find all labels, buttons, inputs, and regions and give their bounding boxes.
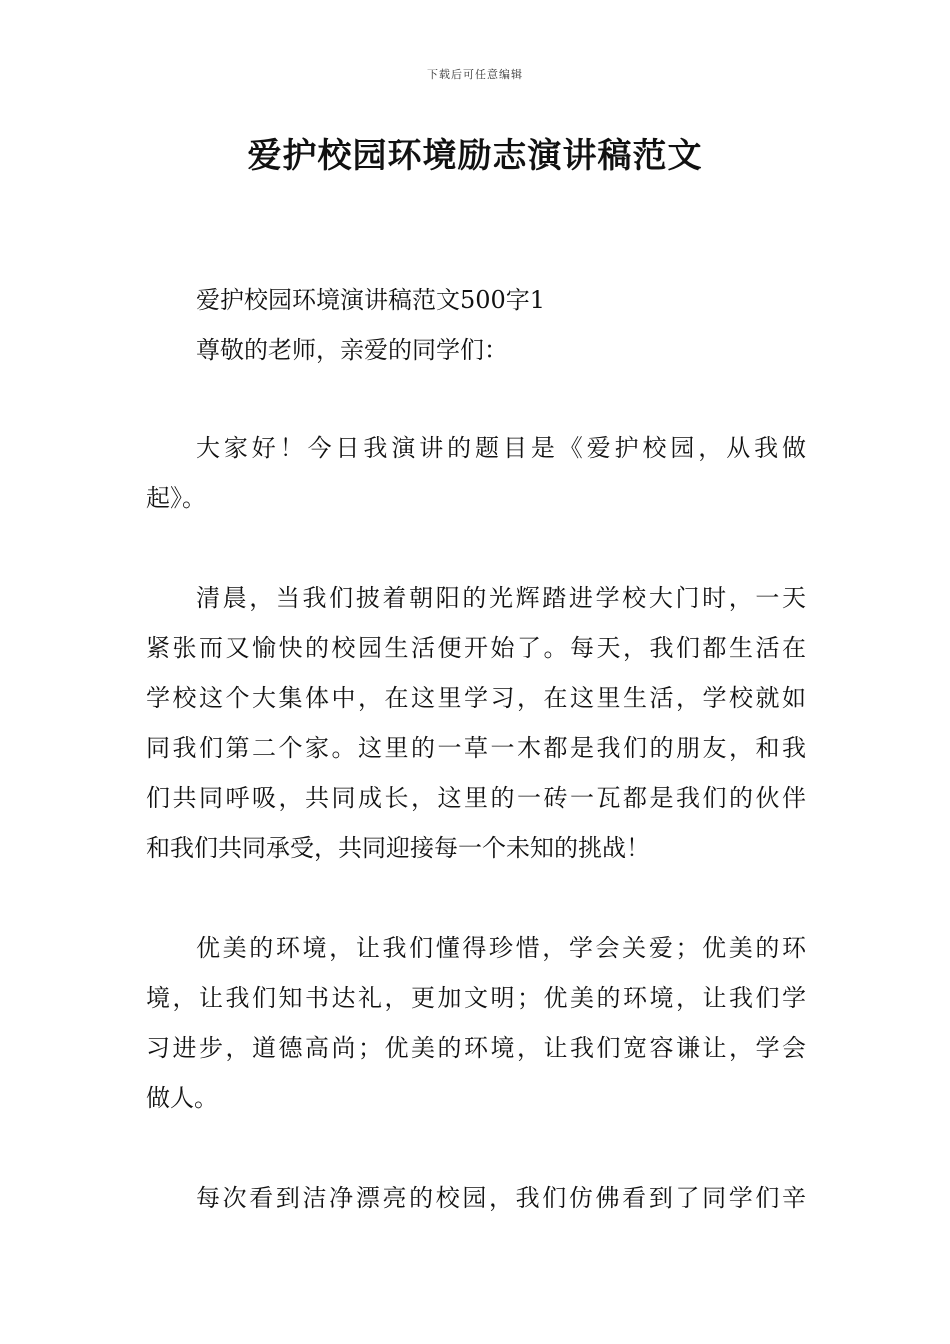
paragraph-2-line-2: 紧张而又愉快的校园生活便开始了。每天，我们都生活在 bbox=[146, 634, 806, 662]
paragraph-3-line-4: 做人。 bbox=[146, 1084, 218, 1112]
paragraph-4-line-1: 每次看到洁净漂亮的校园，我们仿佛看到了同学们辛 bbox=[196, 1184, 806, 1212]
paragraph-3-line-1: 优美的环境，让我们懂得珍惜，学会关爱；优美的环 bbox=[196, 934, 806, 962]
paragraph-2-line-5: 们共同呼吸，共同成长，这里的一砖一瓦都是我们的伙伴 bbox=[146, 784, 806, 812]
paragraph-2-line-6: 和我们共同承受，共同迎接每一个未知的挑战！ bbox=[146, 834, 650, 862]
paragraph-2-line-1: 清晨，当我们披着朝阳的光辉踏进学校大门时，一天 bbox=[196, 584, 806, 612]
page-title: 爱护校园环境励志演讲稿范文 bbox=[247, 136, 703, 176]
paragraph-1-line-2: 起》。 bbox=[146, 484, 206, 512]
paragraph-2-line-4: 同我们第二个家。这里的一草一木都是我们的朋友，和我 bbox=[146, 734, 806, 762]
paragraph-2-line-3: 学校这个大集体中，在这里学习，在这里生活，学校就如 bbox=[146, 684, 806, 712]
paragraph-3-line-2: 境，让我们知书达礼，更加文明；优美的环境，让我们学 bbox=[146, 984, 806, 1012]
paragraph-1-line-1: 大家好！今日我演讲的题目是《爱护校园，从我做 bbox=[196, 434, 806, 462]
download-note: 下载后可任意编辑 bbox=[427, 68, 523, 81]
salutation: 尊敬的老师，亲爱的同学们： bbox=[196, 336, 508, 364]
paragraph-3-line-3: 习进步，道德高尚；优美的环境，让我们宽容谦让，学会 bbox=[146, 1034, 806, 1062]
subtitle: 爱护校园环境演讲稿范文500字1 bbox=[196, 286, 546, 314]
